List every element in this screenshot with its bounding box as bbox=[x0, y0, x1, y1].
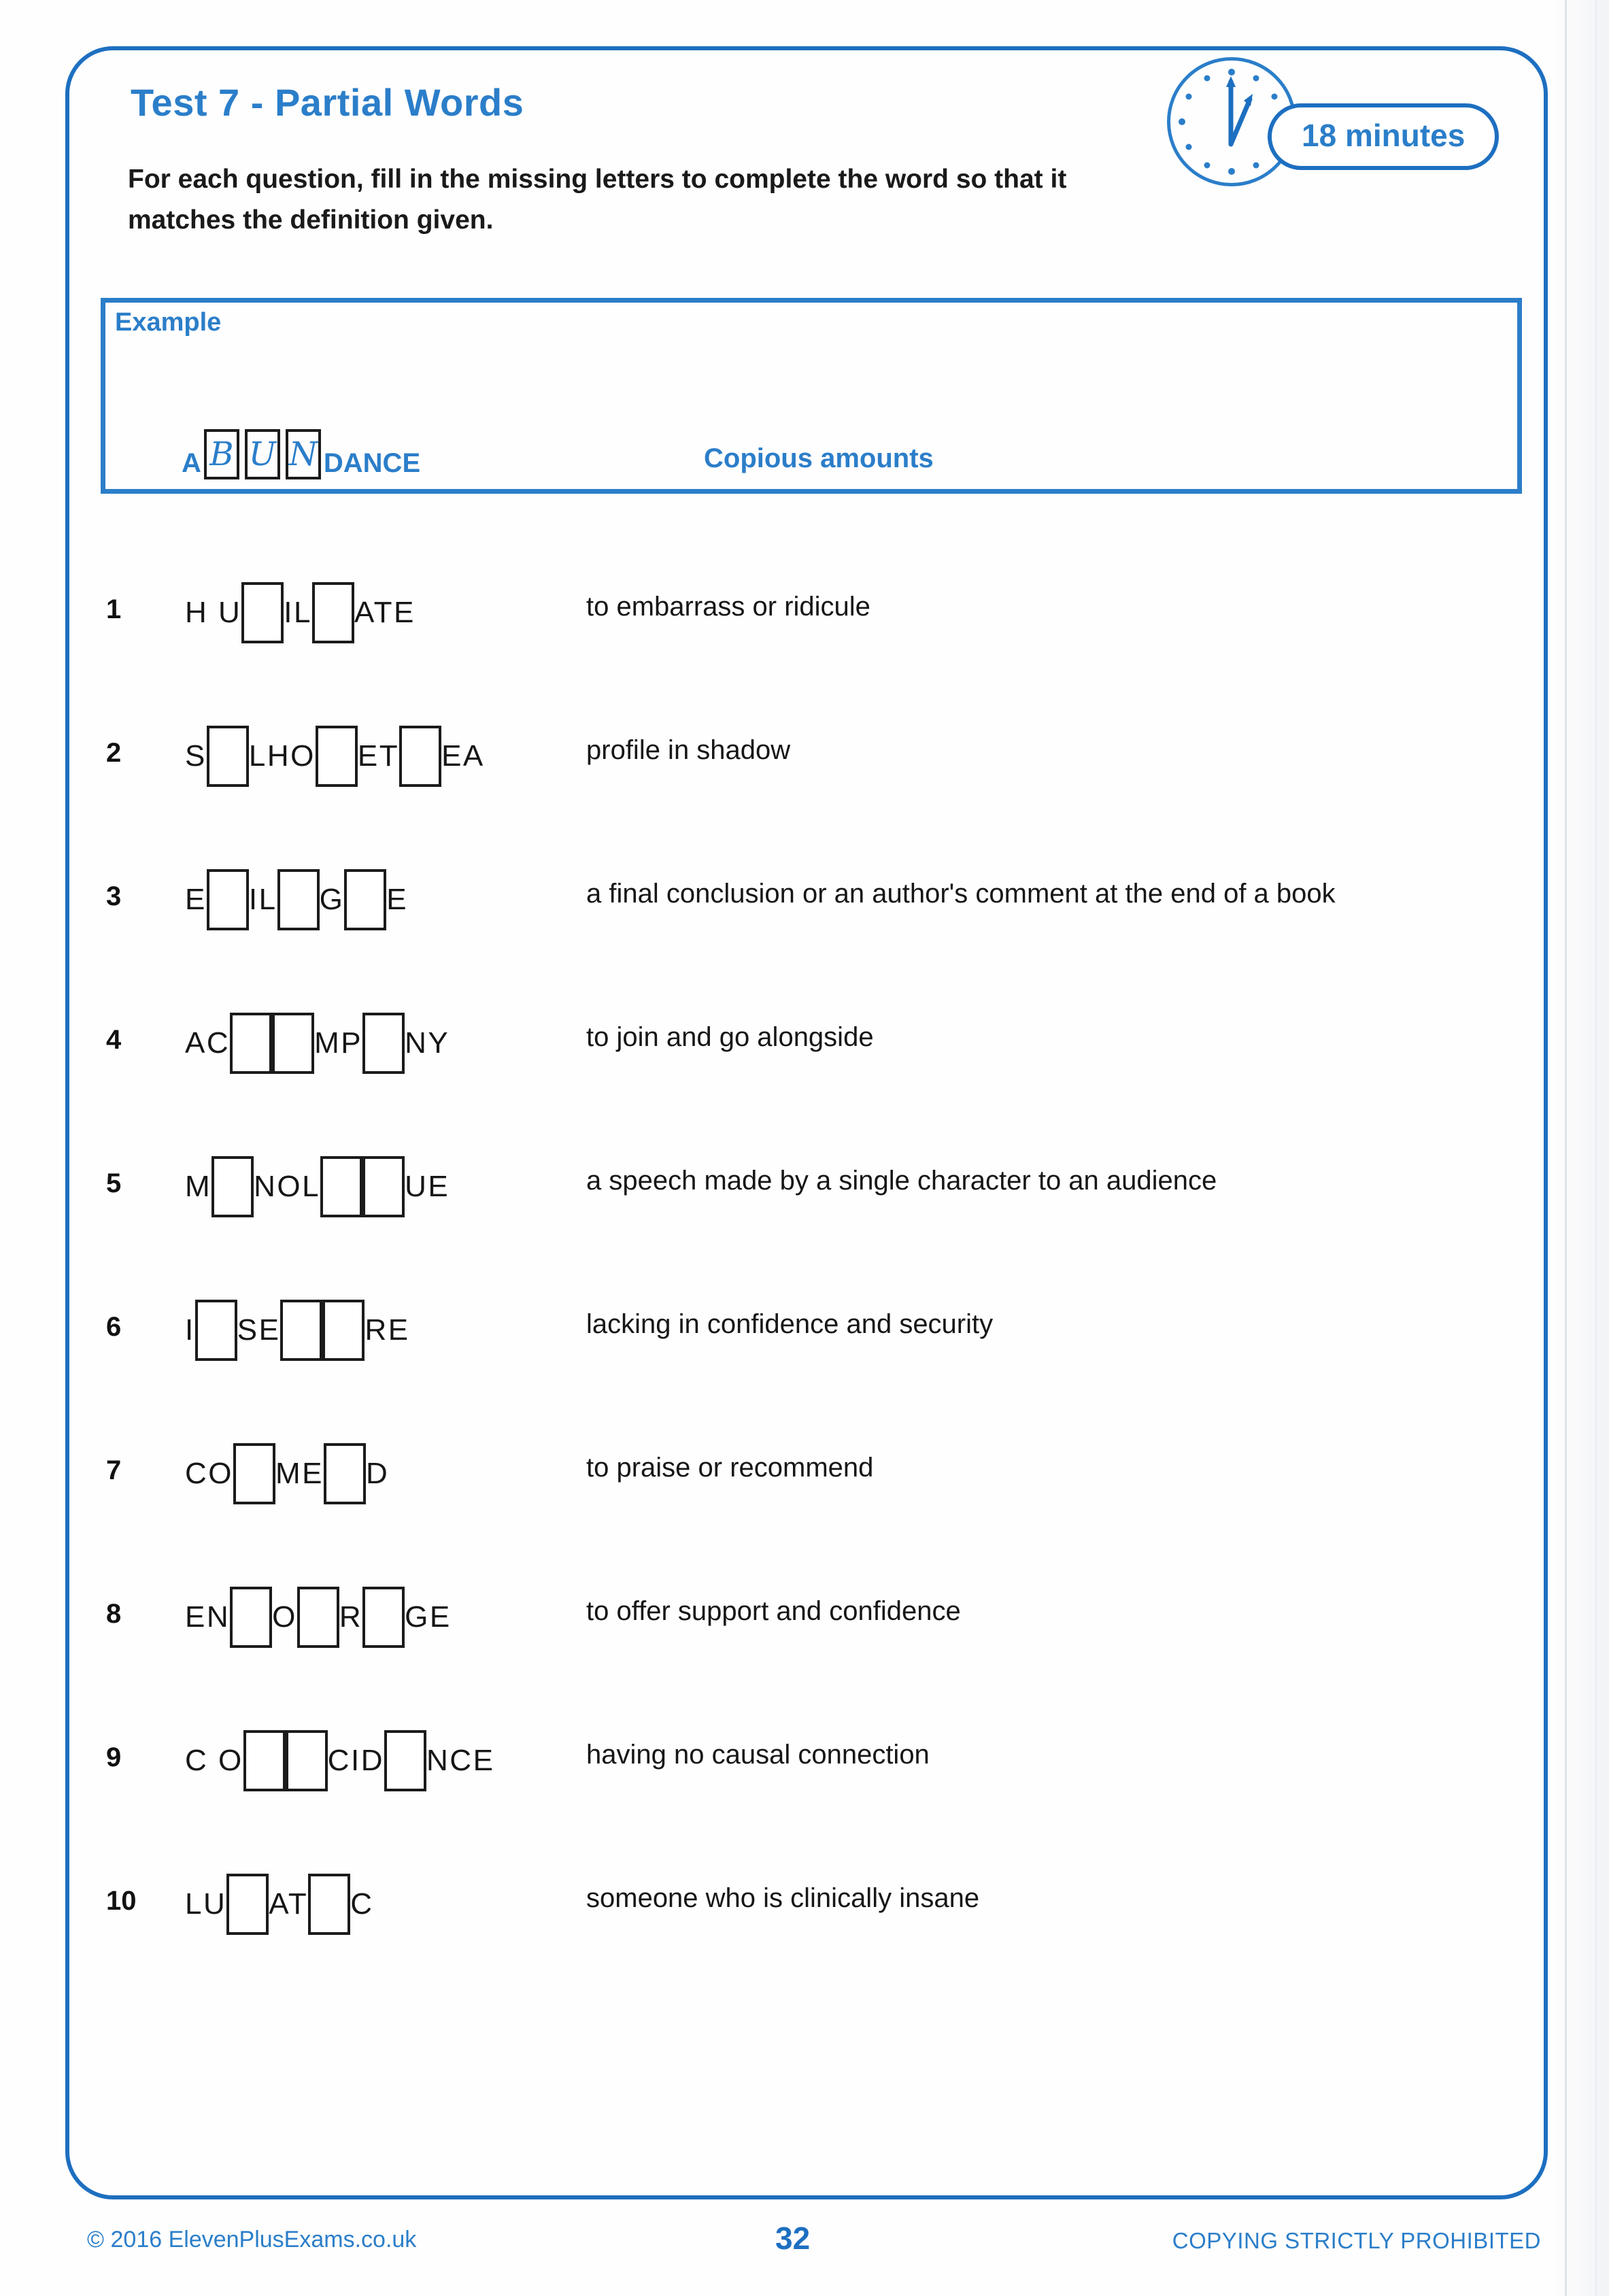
word-fragment: S bbox=[185, 739, 207, 773]
question-word-pattern bbox=[185, 864, 408, 936]
answer-letter-box[interactable] bbox=[226, 1874, 269, 1935]
question-list bbox=[0, 552, 1609, 1987]
word-fragment: E bbox=[185, 883, 207, 916]
answer-letter-box[interactable] bbox=[280, 1300, 322, 1361]
question-word-pattern bbox=[185, 1868, 374, 1940]
question-row bbox=[0, 1413, 1609, 1557]
question-word-pattern bbox=[185, 1294, 410, 1366]
answer-letter-box[interactable] bbox=[211, 1156, 254, 1217]
answer-letter-box[interactable] bbox=[316, 726, 358, 787]
answer-letter-box[interactable] bbox=[297, 1587, 339, 1648]
word-fragment: LU bbox=[185, 1887, 227, 1921]
word-fragment: M bbox=[185, 1170, 212, 1203]
answer-letter-box[interactable] bbox=[241, 582, 284, 643]
question-number: 1 bbox=[106, 594, 122, 624]
example-word-pattern bbox=[182, 429, 420, 479]
answer-letter-box[interactable] bbox=[320, 1156, 362, 1217]
question-word-pattern bbox=[185, 1438, 389, 1510]
question-row bbox=[0, 1270, 1609, 1413]
example-label: Example bbox=[115, 308, 222, 337]
example-filled-cell: U bbox=[245, 429, 280, 479]
page-title: Test 7 - Partial Words bbox=[131, 81, 524, 124]
word-fragment: IL bbox=[284, 596, 312, 629]
word-fragment: D bbox=[366, 1457, 390, 1490]
word-fragment: RE bbox=[365, 1313, 410, 1347]
question-definition: having no causal connection bbox=[586, 1740, 930, 1770]
answer-letter-box[interactable] bbox=[277, 869, 320, 930]
question-word-pattern bbox=[185, 577, 416, 649]
word-fragment: I bbox=[185, 1313, 195, 1347]
answer-letter-box[interactable] bbox=[384, 1730, 426, 1791]
question-row bbox=[0, 1700, 1609, 1844]
footer-copyright: © 2016 ElevenPlusExams.co.uk bbox=[87, 2227, 417, 2252]
example-definition: Copious amounts bbox=[704, 443, 934, 473]
word-fragment: G bbox=[319, 883, 345, 916]
question-number: 3 bbox=[106, 881, 122, 911]
example-suffix: DANCE bbox=[323, 448, 421, 478]
answer-letter-box[interactable] bbox=[230, 1013, 272, 1074]
question-row bbox=[0, 696, 1609, 839]
question-definition: to praise or recommend bbox=[586, 1453, 874, 1483]
answer-letter-box[interactable] bbox=[324, 1443, 366, 1504]
answer-letter-box[interactable] bbox=[207, 869, 249, 930]
question-number: 10 bbox=[106, 1886, 137, 1916]
word-fragment: NY bbox=[405, 1026, 450, 1060]
word-fragment: O bbox=[272, 1600, 297, 1634]
word-fragment: E bbox=[386, 883, 409, 916]
word-fragment: C bbox=[350, 1887, 374, 1921]
answer-letter-box[interactable] bbox=[195, 1300, 237, 1361]
question-row bbox=[0, 552, 1609, 696]
word-fragment: GE bbox=[405, 1600, 452, 1634]
question-definition: to join and go alongside bbox=[586, 1022, 874, 1052]
answer-letter-box[interactable] bbox=[243, 1730, 286, 1791]
question-definition: lacking in confidence and security bbox=[586, 1309, 994, 1339]
word-fragment: ME bbox=[275, 1457, 324, 1490]
question-word-pattern bbox=[185, 1007, 450, 1079]
timer-badge: 18 minutes bbox=[1268, 103, 1499, 170]
word-fragment: LHO bbox=[248, 739, 316, 773]
footer-page-number: 32 bbox=[775, 2221, 811, 2256]
answer-letter-box[interactable] bbox=[207, 726, 249, 787]
question-word-pattern bbox=[185, 1151, 450, 1223]
example-prefix: A bbox=[182, 448, 201, 478]
word-fragment: MP bbox=[314, 1026, 363, 1060]
answer-letter-box[interactable] bbox=[272, 1013, 314, 1074]
question-number: 8 bbox=[106, 1599, 122, 1629]
word-fragment: ET bbox=[357, 739, 400, 773]
word-fragment: AC bbox=[185, 1026, 231, 1060]
answer-letter-box[interactable] bbox=[230, 1587, 272, 1648]
question-row bbox=[0, 1557, 1609, 1700]
question-definition: to embarrass or ridicule bbox=[586, 592, 870, 622]
answer-letter-box[interactable] bbox=[308, 1874, 350, 1935]
answer-letter-box[interactable] bbox=[286, 1730, 328, 1791]
example-panel bbox=[101, 298, 1522, 494]
answer-letter-box[interactable] bbox=[362, 1587, 405, 1648]
question-number: 5 bbox=[106, 1168, 122, 1198]
question-number: 4 bbox=[106, 1025, 122, 1055]
example-filled-cell: B bbox=[204, 429, 239, 479]
question-definition: profile in shadow bbox=[586, 735, 791, 765]
instructions-text: For each question, fill in the missing letters to complete the word so that it matches the definition given. bbox=[128, 165, 1067, 235]
question-row bbox=[0, 1844, 1609, 1987]
question-row bbox=[0, 1126, 1609, 1270]
word-fragment: R bbox=[339, 1600, 363, 1634]
question-definition: to offer support and confidence bbox=[586, 1596, 961, 1626]
word-fragment: ATE bbox=[354, 596, 416, 629]
answer-letter-box[interactable] bbox=[362, 1013, 405, 1074]
word-fragment: NCE bbox=[426, 1744, 495, 1777]
word-fragment: AT bbox=[269, 1887, 309, 1921]
word-fragment: EN bbox=[185, 1600, 231, 1634]
answer-letter-box[interactable] bbox=[344, 869, 386, 930]
question-number: 2 bbox=[106, 738, 122, 768]
footer-notice: COPYING STRICTLY PROHIBITED bbox=[1172, 2228, 1541, 2253]
word-fragment: EA bbox=[441, 739, 485, 773]
question-number: 7 bbox=[106, 1455, 122, 1485]
answer-letter-box[interactable] bbox=[233, 1443, 275, 1504]
question-definition: a final conclusion or an author's comment at the end of a book bbox=[586, 879, 1336, 909]
question-number: 9 bbox=[106, 1742, 122, 1772]
word-fragment: C O bbox=[185, 1744, 243, 1777]
question-word-pattern bbox=[185, 1581, 452, 1653]
answer-letter-box[interactable] bbox=[322, 1300, 365, 1361]
question-word-pattern bbox=[185, 720, 485, 792]
question-row bbox=[0, 983, 1609, 1126]
question-definition: someone who is clinically insane bbox=[586, 1883, 980, 1913]
word-fragment: H U bbox=[185, 596, 242, 629]
answer-letter-box[interactable] bbox=[312, 582, 354, 643]
word-fragment: SE bbox=[237, 1313, 281, 1347]
answer-letter-box[interactable] bbox=[399, 726, 441, 787]
word-fragment: CO bbox=[185, 1457, 233, 1490]
word-fragment: CID bbox=[327, 1744, 385, 1777]
word-fragment: IL bbox=[248, 883, 277, 916]
question-word-pattern bbox=[185, 1725, 494, 1797]
example-filled-cell: N bbox=[286, 429, 321, 479]
word-fragment: UE bbox=[405, 1170, 450, 1203]
question-row bbox=[0, 839, 1609, 983]
question-number: 6 bbox=[106, 1312, 122, 1342]
answer-letter-box[interactable] bbox=[362, 1156, 405, 1217]
word-fragment: NOL bbox=[254, 1170, 321, 1203]
question-definition: a speech made by a single character to an audience bbox=[586, 1166, 1217, 1196]
